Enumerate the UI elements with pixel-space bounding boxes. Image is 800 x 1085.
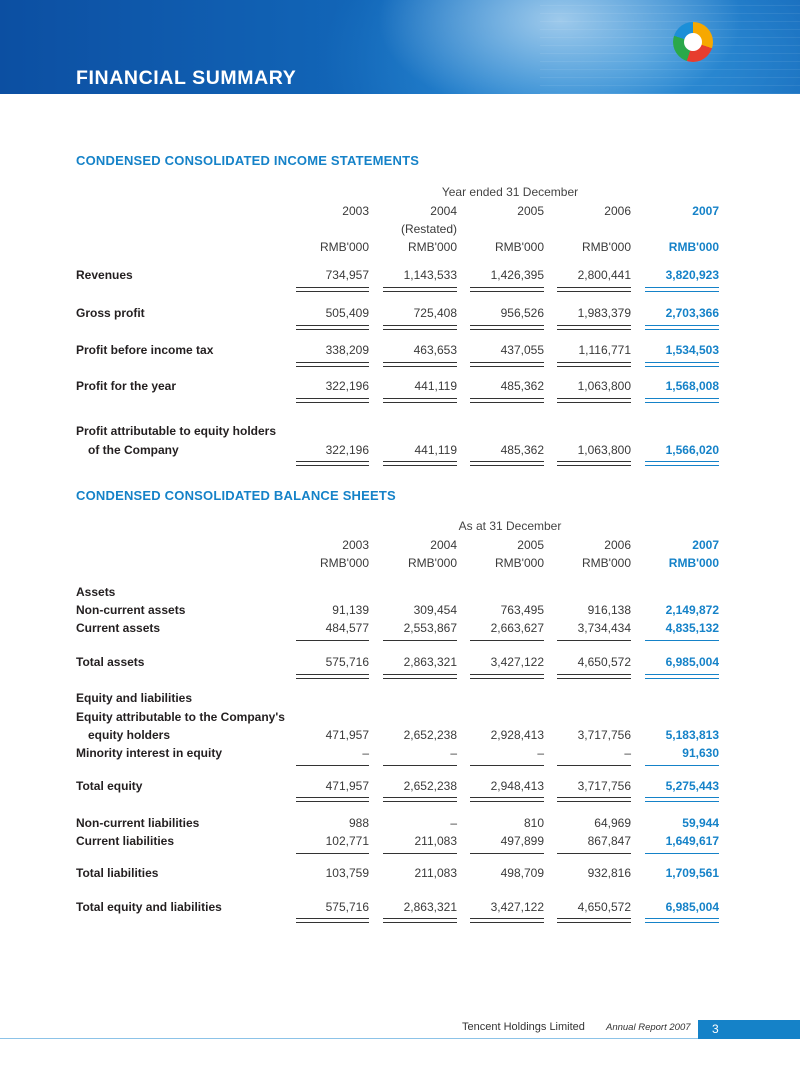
double-rule <box>0 325 800 332</box>
value-cell: 575,716 <box>325 900 369 914</box>
value-cell: 2,948,413 <box>490 779 544 793</box>
value-cell: 988 <box>348 816 369 830</box>
double-rule <box>0 674 800 681</box>
value-cell: 505,409 <box>325 306 369 320</box>
value-cell: 2,149,872 <box>665 603 719 617</box>
year-cell: 2003 <box>342 204 369 218</box>
value-cell: 2,652,238 <box>403 728 457 742</box>
equity-heading: Equity and liabilities <box>76 691 193 705</box>
balance-years-row <box>0 538 800 556</box>
row-label: Profit before income tax <box>76 343 214 357</box>
value-cell: 498,709 <box>500 866 544 880</box>
year-cell: 2006 <box>604 204 631 218</box>
value-cell: 3,427,122 <box>490 655 544 669</box>
company-logo-icon <box>673 22 713 62</box>
header-banner <box>0 0 800 94</box>
page-number: 3 <box>712 1022 719 1036</box>
row-label-continued: equity holders <box>88 728 171 742</box>
unit-cell: RMB'000 <box>582 556 631 570</box>
value-cell: – <box>362 746 369 760</box>
value-cell: 1,649,617 <box>665 834 719 848</box>
value-cell: 4,650,572 <box>577 900 631 914</box>
value-cell: 441,119 <box>414 443 457 457</box>
value-cell: 2,663,627 <box>490 621 544 635</box>
year-cell: 2007 <box>692 204 719 218</box>
table-row <box>0 746 800 764</box>
single-rule <box>0 853 800 860</box>
table-row <box>0 443 800 461</box>
value-cell: 2,863,321 <box>403 900 457 914</box>
value-cell: 575,716 <box>325 655 369 669</box>
banner-pattern <box>540 0 800 94</box>
unit-cell: RMB'000 <box>668 240 719 254</box>
value-cell: 59,944 <box>682 816 719 830</box>
year-cell: 2007 <box>692 538 719 552</box>
value-cell: 1,063,800 <box>577 443 631 457</box>
value-cell: 2,928,413 <box>490 728 544 742</box>
table-row <box>0 900 800 918</box>
row-label: Total assets <box>76 655 145 669</box>
row-label: Total liabilities <box>76 866 159 880</box>
value-cell: 1,426,395 <box>490 268 544 282</box>
value-cell: 3,717,756 <box>577 779 631 793</box>
row-label: Current liabilities <box>76 834 175 848</box>
value-cell: 916,138 <box>587 603 631 617</box>
table-row <box>0 834 800 852</box>
value-cell: 91,139 <box>332 603 369 617</box>
income-section-title: CONDENSED CONSOLIDATED INCOME STATEMENTS <box>76 153 420 168</box>
row-label: Non-current liabilities <box>76 816 200 830</box>
value-cell: 3,427,122 <box>490 900 544 914</box>
value-cell: – <box>624 746 631 760</box>
unit-cell: RMB'000 <box>408 556 457 570</box>
income-restated-row <box>0 222 800 240</box>
double-rule <box>0 287 800 294</box>
value-cell: 4,835,132 <box>665 621 719 635</box>
row-label: Profit for the year <box>76 379 177 393</box>
table-row <box>0 691 800 709</box>
value-cell: 471,957 <box>325 779 369 793</box>
table-row <box>0 268 800 286</box>
value-cell: 6,985,004 <box>665 900 719 914</box>
value-cell: 810 <box>523 816 544 830</box>
unit-cell: RMB'000 <box>408 240 457 254</box>
value-cell: 102,771 <box>325 834 369 848</box>
footer-company: Tencent Holdings Limited <box>462 1021 585 1033</box>
value-cell: 322,196 <box>325 443 369 457</box>
value-cell: 5,275,443 <box>665 779 719 793</box>
year-cell: 2005 <box>517 538 544 552</box>
income-period: Year ended 31 December <box>441 185 579 199</box>
value-cell: 1,116,771 <box>578 343 631 357</box>
value-cell: 2,553,867 <box>403 621 457 635</box>
double-rule <box>0 918 800 925</box>
double-rule <box>0 797 800 804</box>
unit-cell: RMB'000 <box>495 556 544 570</box>
year-cell: 2004 <box>430 204 457 218</box>
income-years-row <box>0 204 800 222</box>
value-cell: 4,650,572 <box>577 655 631 669</box>
income-units-row <box>0 240 800 258</box>
value-cell: 956,526 <box>500 306 544 320</box>
table-row <box>0 710 800 728</box>
value-cell: 485,362 <box>500 443 544 457</box>
table-row <box>0 424 800 442</box>
balance-period: As at 31 December <box>458 519 562 533</box>
value-cell: 103,759 <box>325 866 369 880</box>
value-cell: 763,495 <box>500 603 544 617</box>
year-cell: 2003 <box>342 538 369 552</box>
row-label: Total equity and liabilities <box>76 900 222 914</box>
value-cell: 2,800,441 <box>577 268 631 282</box>
table-row <box>0 343 800 361</box>
value-cell: 3,734,434 <box>577 621 631 635</box>
value-cell: 6,985,004 <box>665 655 719 669</box>
value-cell: 932,816 <box>587 866 631 880</box>
value-cell: 1,709,561 <box>665 866 719 880</box>
value-cell: 64,969 <box>594 816 631 830</box>
balance-section-title: CONDENSED CONSOLIDATED BALANCE SHEETS <box>76 488 396 503</box>
year-cell: 2005 <box>517 204 544 218</box>
row-label: Profit attributable to equity holders <box>76 424 277 438</box>
value-cell: 2,863,321 <box>403 655 457 669</box>
value-cell: 497,899 <box>500 834 544 848</box>
value-cell: 734,957 <box>325 268 369 282</box>
value-cell: 441,119 <box>414 379 457 393</box>
value-cell: 3,717,756 <box>577 728 631 742</box>
single-rule <box>0 765 800 772</box>
year-cell: 2006 <box>604 538 631 552</box>
unit-cell: RMB'000 <box>320 556 369 570</box>
value-cell: 338,209 <box>325 343 369 357</box>
value-cell: 484,577 <box>325 621 369 635</box>
value-cell: 322,196 <box>325 379 369 393</box>
value-cell: 437,055 <box>500 343 544 357</box>
restated-note: (Restated) <box>400 222 457 236</box>
value-cell: 211,083 <box>414 866 457 880</box>
value-cell: 3,820,923 <box>665 268 719 282</box>
value-cell: – <box>450 746 457 760</box>
value-cell: 1,566,020 <box>665 443 719 457</box>
table-row <box>0 779 800 797</box>
unit-cell: RMB'000 <box>320 240 369 254</box>
value-cell: 1,063,800 <box>577 379 631 393</box>
value-cell: 309,454 <box>413 603 457 617</box>
table-row <box>0 728 800 746</box>
double-rule <box>0 362 800 369</box>
row-label: Gross profit <box>76 306 145 320</box>
double-rule <box>0 398 800 405</box>
table-row <box>0 655 800 673</box>
footer-report-title: Annual Report 2007 <box>606 1022 691 1033</box>
row-label: Minority interest in equity <box>76 746 223 760</box>
table-row <box>0 306 800 324</box>
value-cell: 211,083 <box>414 834 457 848</box>
value-cell: 1,983,379 <box>577 306 631 320</box>
row-label: Current assets <box>76 621 161 635</box>
value-cell: 1,534,503 <box>665 343 719 357</box>
value-cell: 2,652,238 <box>403 779 457 793</box>
single-rule <box>0 640 800 647</box>
row-label: Equity attributable to the Company's <box>76 710 285 724</box>
value-cell: 1,568,008 <box>665 379 719 393</box>
table-row <box>0 866 800 884</box>
unit-cell: RMB'000 <box>582 240 631 254</box>
table-row <box>0 585 800 603</box>
double-rule <box>0 461 800 468</box>
row-label-continued: of the Company <box>88 443 179 457</box>
balance-units-row <box>0 556 800 574</box>
value-cell: 91,630 <box>682 746 719 760</box>
value-cell: 2,703,366 <box>665 306 719 320</box>
assets-heading: Assets <box>76 585 116 599</box>
row-label: Revenues <box>76 268 133 282</box>
value-cell: 1,143,533 <box>403 268 457 282</box>
value-cell: 471,957 <box>325 728 369 742</box>
table-row <box>0 603 800 621</box>
value-cell: 5,183,813 <box>665 728 719 742</box>
value-cell: 725,408 <box>413 306 457 320</box>
table-row <box>0 816 800 834</box>
year-cell: 2004 <box>430 538 457 552</box>
row-label: Total equity <box>76 779 143 793</box>
footer-rule <box>0 1038 800 1039</box>
table-row <box>0 379 800 397</box>
value-cell: 485,362 <box>500 379 544 393</box>
page-title: FINANCIAL SUMMARY <box>76 67 297 89</box>
value-cell: 463,653 <box>413 343 457 357</box>
value-cell: 867,847 <box>587 834 631 848</box>
unit-cell: RMB'000 <box>668 556 719 570</box>
row-label: Non-current assets <box>76 603 186 617</box>
value-cell: – <box>450 816 457 830</box>
unit-cell: RMB'000 <box>495 240 544 254</box>
value-cell: – <box>537 746 544 760</box>
table-row <box>0 621 800 639</box>
